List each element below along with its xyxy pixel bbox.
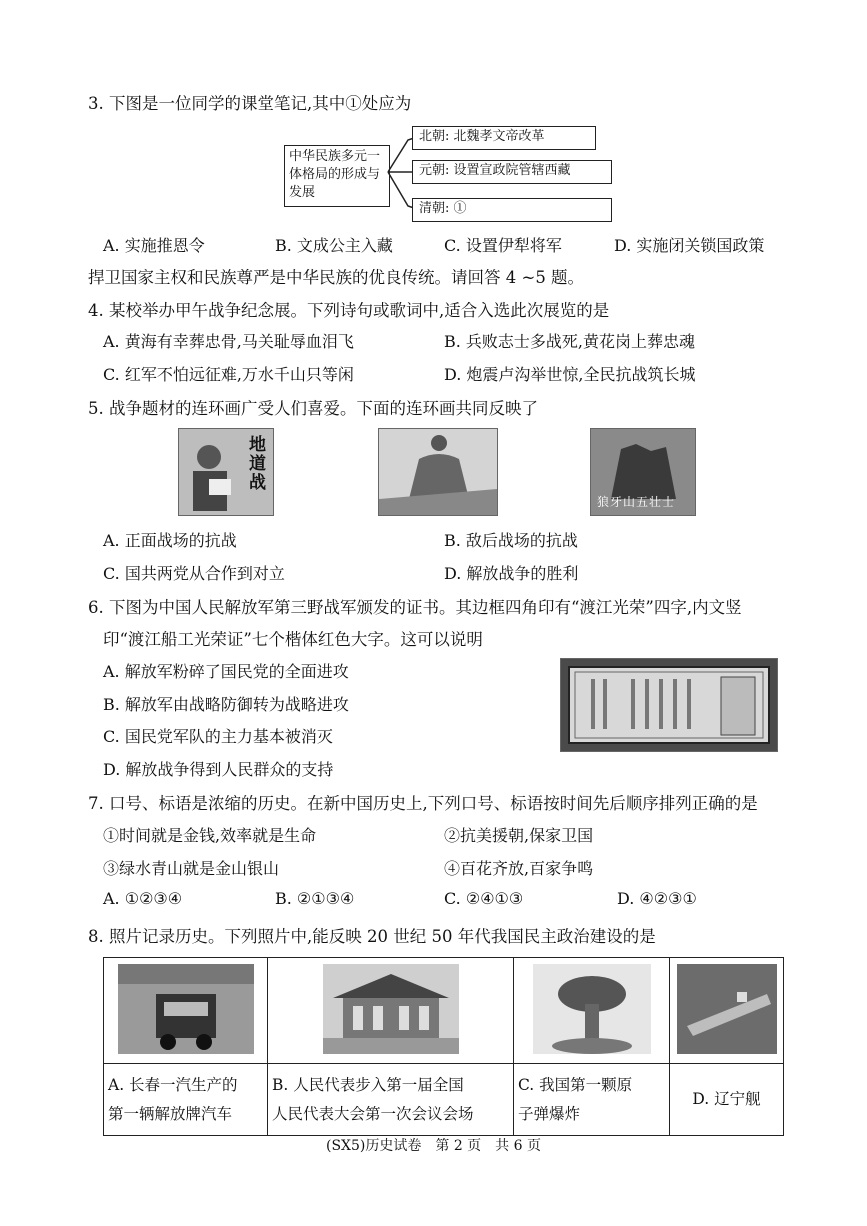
q7-option-b[interactable]: B. ②①③④ <box>275 889 355 908</box>
q8-caption-d-text: D. 辽宁舰 <box>692 1090 761 1108</box>
q8-caption-a[interactable] <box>104 1064 268 1136</box>
q6-option-c[interactable]: C. 国民党军队的主力基本被消灭 <box>103 727 333 746</box>
q4-option-d[interactable]: D. 炮震卢沟举世惊,全民抗战筑长城 <box>444 365 696 384</box>
intro-4-5: 捍卫国家主权和民族尊严是中华民族的优良传统。请回答 4 ~5 题。 <box>88 268 585 287</box>
q3-stem: 3. 下图是一位同学的课堂笔记,其中①处应为 <box>88 94 412 113</box>
q5-option-c[interactable]: C. 国共两党从合作到对立 <box>103 564 285 583</box>
river-crossing-certificate <box>560 658 778 752</box>
q8-photo-b[interactable] <box>268 958 514 1064</box>
q3-branch-qing-text: 清朝: ① <box>419 201 467 216</box>
q8-caption-c-line2: 子弹爆炸 <box>518 1104 581 1123</box>
q7-option-c[interactable]: C. ②④①③ <box>444 889 524 908</box>
hall-photo-icon <box>323 964 459 1054</box>
q3-option-d[interactable]: D. 实施闭关锁国政策 <box>614 236 765 255</box>
q4-stem: 4. 某校举办甲午战争纪念展。下列诗句或歌词中,适合入选此次展览的是 <box>88 301 610 320</box>
q7-option-d[interactable]: D. ④②③① <box>617 889 697 908</box>
comic-tunnel-warfare <box>178 428 274 516</box>
q3-center-box <box>284 145 390 207</box>
certificate-icon <box>561 659 777 751</box>
comic-five-heroes <box>590 428 696 516</box>
truck-photo-icon <box>118 964 254 1054</box>
carrier-photo-icon <box>677 964 777 1054</box>
q5-option-d[interactable]: D. 解放战争的胜利 <box>444 564 579 583</box>
q6-option-b[interactable]: B. 解放军由战略防御转为战略进攻 <box>103 695 349 714</box>
comic-heroes-title: 狼牙山五壮士 <box>597 495 676 509</box>
q8-photo-table <box>103 957 784 1136</box>
q6-stem-line1: 6. 下图为中国人民解放军第三野战军颁发的证书。其边框四角印有“渡江光荣”四字,内文竖 <box>88 598 742 617</box>
q8-caption-c-line1: C. 我国第一颗原 <box>518 1075 633 1094</box>
mushroom-cloud-icon <box>533 964 651 1054</box>
q7-option-a[interactable]: A. ①②③④ <box>103 889 183 908</box>
q3-branch-north <box>412 126 596 150</box>
q4-option-c[interactable]: C. 红军不怕远征难,万水千山只等闲 <box>103 365 354 384</box>
q7-item-3: ③绿水青山就是金山银山 <box>103 859 280 878</box>
q8-photo-d[interactable] <box>670 958 784 1064</box>
q5-option-a[interactable]: A. 正面战场的抗战 <box>103 531 237 550</box>
q5-stem: 5. 战争题材的连环画广受人们喜爱。下面的连环画共同反映了 <box>88 399 538 418</box>
q5-option-b[interactable]: B. 敌后战场的抗战 <box>444 531 578 550</box>
q8-caption-a-line1: A. 长春一汽生产的 <box>108 1075 238 1094</box>
comic-soldiers-icon <box>379 429 497 515</box>
q6-stem-line2: 印“渡江船工光荣证”七个楷体红色大字。这可以说明 <box>103 630 483 649</box>
q4-option-a[interactable]: A. 黄海有幸葬忠骨,马关耻辱血泪飞 <box>103 332 354 351</box>
q7-stem: 7. 口号、标语是浓缩的历史。在新中国历史上,下列口号、标语按时间先后顺序排列正确的是 <box>88 794 758 813</box>
q7-item-2: ②抗美援朝,保家卫国 <box>444 826 594 845</box>
q7-item-1: ①时间就是金钱,效率就是生命 <box>103 826 317 845</box>
q6-option-d[interactable]: D. 解放战争得到人民群众的支持 <box>103 760 334 779</box>
q8-photo-a[interactable] <box>104 958 268 1064</box>
q8-caption-c[interactable] <box>514 1064 670 1136</box>
comic-guerrilla <box>378 428 498 516</box>
q3-option-a[interactable]: A. 实施推恩令 <box>103 236 205 255</box>
q6-option-a[interactable]: A. 解放军粉碎了国民党的全面进攻 <box>103 662 349 681</box>
q3-branch-qing <box>412 198 612 222</box>
q8-caption-b-line2: 人民代表大会第一次会议会场 <box>272 1104 474 1123</box>
q7-item-4: ④百花齐放,百家争鸣 <box>444 859 594 878</box>
q3-center-text: 中华民族多元一体格局的形成与发展 <box>289 149 381 200</box>
comic-tunnel-title: 地道战 <box>245 435 265 492</box>
q8-photo-c[interactable] <box>514 958 670 1064</box>
q8-caption-b[interactable] <box>268 1064 514 1136</box>
q3-branch-yuan-text: 元朝: 设置宣政院管辖西藏 <box>419 163 571 178</box>
q4-option-b[interactable]: B. 兵败志士多战死,黄花岗上葬忠魂 <box>444 332 696 351</box>
q8-caption-d[interactable] <box>670 1064 784 1136</box>
q3-branch-yuan <box>412 160 612 184</box>
q3-option-c[interactable]: C. 设置伊犁将军 <box>444 236 562 255</box>
q3-branch-north-text: 北朝: 北魏孝文帝改革 <box>419 129 545 144</box>
q3-option-b[interactable]: B. 文成公主入藏 <box>275 236 393 255</box>
q8-caption-b-line1: B. 人民代表步入第一届全国 <box>272 1075 464 1094</box>
q8-stem: 8. 照片记录历史。下列照片中,能反映 20 世纪 50 年代我国民主政治建设的是 <box>88 927 656 946</box>
q8-caption-a-line2: 第一辆解放牌汽车 <box>108 1104 233 1123</box>
page-footer: (SX5)历史试卷 第 2 页 共 6 页 <box>325 1138 541 1154</box>
